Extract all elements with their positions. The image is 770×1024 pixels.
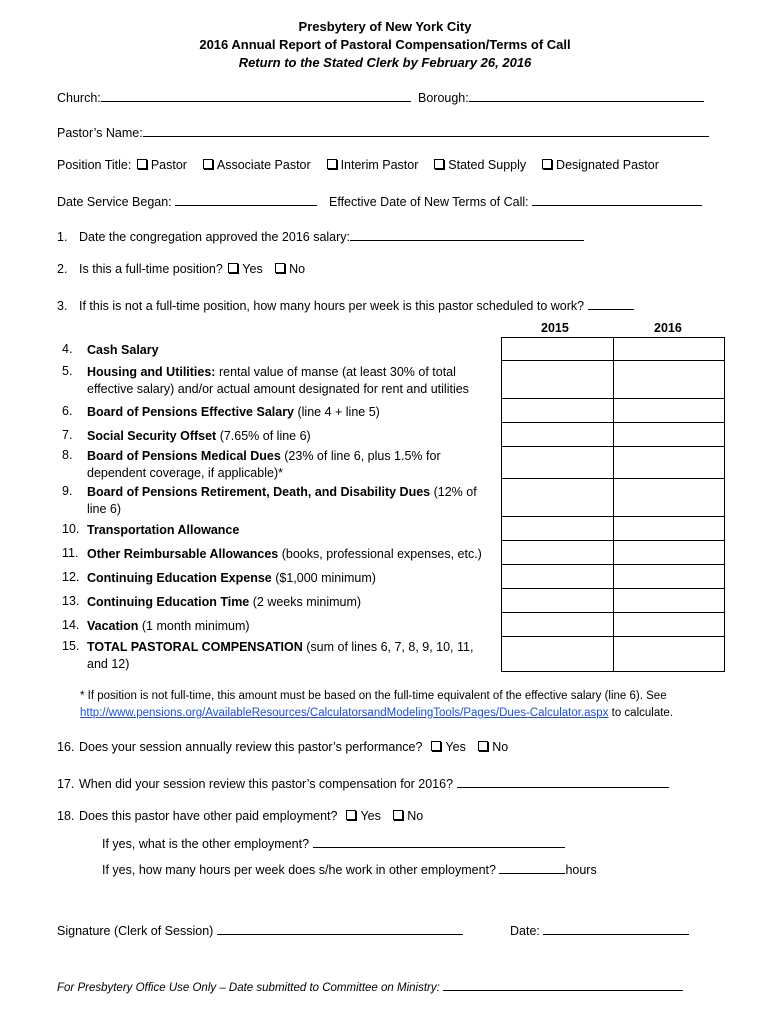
signature-date-row [510, 922, 689, 938]
row-label-rest: (7.65% of line 6) [216, 429, 311, 443]
row-label-rest: (12% of line 6) [87, 485, 477, 516]
row-label [87, 404, 492, 421]
no-label: No [289, 262, 306, 276]
amount-cell-10-2016[interactable] [613, 516, 725, 541]
row-label [87, 484, 497, 518]
amount-cell-8-2015[interactable] [501, 446, 614, 479]
row-label-bold: TOTAL PASTORAL COMPENSATION [87, 640, 303, 654]
row-label-rest: (sum of lines 6, 7, 8, 9, 10, 11, and 12) [87, 640, 474, 671]
pastor-name-label: Pastor’s Name: [57, 126, 143, 140]
other-hours-label: If yes, how many hours per week does s/he work in other employment? [102, 863, 496, 877]
row-label [87, 522, 492, 539]
office-use-field[interactable] [443, 978, 683, 991]
row-label-rest: (books, professional expenses, etc.) [278, 547, 482, 561]
row-label [87, 546, 492, 563]
row-label-bold: Continuing Education Expense [87, 571, 272, 585]
row-label [87, 364, 487, 398]
yes-label: Yes [445, 740, 466, 754]
row-number: 6. [62, 404, 73, 418]
amount-cell-14-2015[interactable] [501, 612, 614, 637]
question-1 [57, 228, 584, 244]
row-number: 8. [62, 448, 73, 462]
amount-cell-6-2016[interactable] [613, 398, 725, 423]
question-2-text: Is this a full-time position? [79, 262, 223, 276]
form-subtitle: Return to the Stated Clerk by February 26, 2016 [238, 55, 532, 70]
other-hours-field[interactable] [499, 861, 565, 874]
question-2-number: 2. [57, 262, 68, 276]
effective-date-row [329, 193, 702, 209]
hours-per-week-field[interactable] [588, 297, 634, 310]
pastor-option: Pastor [150, 158, 187, 172]
office-use-label: For Presbytery Office Use Only – Date submitted to Committee on Ministry: [57, 982, 440, 994]
amount-cell-12-2016[interactable] [613, 564, 725, 589]
row-label [87, 618, 492, 635]
amount-cell-11-2015[interactable] [501, 540, 614, 565]
question-18-number: 18. [57, 809, 75, 823]
row-number: 5. [62, 364, 73, 378]
amount-cell-11-2016[interactable] [613, 540, 725, 565]
row-label-bold: Board of Pensions Effective Salary [87, 405, 295, 419]
amount-cell-8-2016[interactable] [613, 446, 725, 479]
church-field[interactable] [101, 89, 411, 102]
pastor-checkbox[interactable] [137, 159, 147, 169]
review-date-field[interactable] [457, 775, 669, 788]
row-number: 14. [62, 618, 80, 632]
date-service-label: Date Service Began: [57, 195, 172, 209]
other-employment-field[interactable] [313, 835, 565, 848]
row-label-rest: ($1,000 minimum) [271, 571, 376, 585]
question-1-text: Date the congregation approved the 2016 salary: [79, 230, 351, 244]
date-service-row [57, 193, 317, 209]
amount-cell-5-2016[interactable] [613, 360, 725, 399]
amount-cell-13-2015[interactable] [501, 588, 614, 613]
signature-date-field[interactable] [543, 922, 689, 935]
designated-pastor-checkbox[interactable] [542, 159, 552, 169]
employment-yes-checkbox[interactable] [346, 810, 356, 820]
interim-pastor-checkbox[interactable] [327, 159, 337, 169]
borough-label: Borough: [418, 91, 469, 105]
other-employment-label: If yes, what is the other employment? [102, 837, 310, 851]
borough-row [418, 89, 704, 105]
row-label-bold: Social Security Offset [87, 429, 217, 443]
row-number: 15. [62, 639, 80, 653]
row-label-rest: (1 month minimum) [138, 619, 250, 633]
stated-supply-option: Stated Supply [448, 158, 527, 172]
amount-cell-15-2015[interactable] [501, 636, 614, 672]
effective-date-label: Effective Date of New Terms of Call: [329, 195, 529, 209]
associate-pastor-option: Associate Pastor [216, 158, 311, 172]
question-16-text: Does your session annually review this pastor’s performance? [79, 740, 423, 754]
row-label-bold: Board of Pensions Retirement, Death, and Disability Dues [87, 485, 431, 499]
form-title: 2016 Annual Report of Pastoral Compensation/Terms of Call [199, 37, 571, 52]
other-employment-row [102, 835, 565, 851]
yes-label: Yes [360, 809, 381, 823]
amount-cell-5-2015[interactable] [501, 360, 614, 399]
column-2016-header: 2016 [654, 321, 682, 335]
effective-date-field[interactable] [532, 193, 702, 206]
question-2 [57, 262, 305, 276]
position-title-label: Position Title: [57, 158, 132, 172]
row-label-bold: Board of Pensions Medical Dues [87, 449, 281, 463]
church-label: Church: [57, 91, 101, 105]
amount-cell-4-2016[interactable] [613, 337, 725, 361]
footnote-link-row [80, 707, 673, 719]
amount-cell-9-2015[interactable] [501, 478, 614, 517]
row-label-bold: Transportation Allowance [87, 523, 240, 537]
question-3-number: 3. [57, 299, 68, 313]
signature-row [57, 922, 463, 938]
footnote-after: to calculate. [608, 707, 674, 719]
row-number: 10. [62, 522, 80, 536]
row-label-bold: Cash Salary [87, 343, 159, 357]
row-number: 13. [62, 594, 80, 608]
row-label [87, 342, 492, 359]
question-3-text: If this is not a full-time position, how many hours per week is this pastor scheduled to work? [79, 299, 585, 313]
signature-label: Signature (Clerk of Session) [57, 924, 214, 938]
pastor-name-field[interactable] [143, 124, 709, 137]
interim-pastor-option: Interim Pastor [340, 158, 419, 172]
org-name: Presbytery of New York City [298, 19, 472, 34]
question-18-text: Does this pastor have other paid employment? [79, 809, 338, 823]
row-label [87, 428, 492, 445]
row-label-rest: rental value of manse (at least 30% of total effective salary) and/or actual amount designated for rent and utilities [87, 365, 469, 396]
pastor-name-row [57, 124, 709, 140]
row-label-bold: Housing and Utilities: [87, 365, 216, 379]
associate-pastor-checkbox[interactable] [203, 159, 213, 169]
position-title-row [57, 158, 659, 172]
amount-cell-10-2015[interactable] [501, 516, 614, 541]
row-label [87, 570, 492, 587]
amount-cell-6-2015[interactable] [501, 398, 614, 423]
hours-label: hours [565, 863, 597, 877]
question-1-number: 1. [57, 230, 68, 244]
question-3 [57, 297, 634, 313]
row-number: 9. [62, 484, 73, 498]
other-hours-row [102, 861, 597, 877]
amount-cell-13-2016[interactable] [613, 588, 725, 613]
office-use-row [57, 978, 683, 994]
column-2015-header: 2015 [541, 321, 569, 335]
row-label-bold: Continuing Education Time [87, 595, 250, 609]
row-label-bold: Other Reimbursable Allowances [87, 547, 279, 561]
designated-pastor-option: Designated Pastor [556, 158, 659, 172]
row-label [87, 448, 447, 482]
approval-date-field[interactable] [350, 228, 584, 241]
row-number: 12. [62, 570, 80, 584]
amount-cell-7-2015[interactable] [501, 422, 614, 447]
row-label [87, 639, 487, 673]
review-yes-checkbox[interactable] [431, 741, 441, 751]
row-label-rest: (23% of line 6, plus 1.5% for dependent coverage, if applicable)* [87, 449, 441, 480]
stated-supply-checkbox[interactable] [434, 159, 444, 169]
question-18 [57, 809, 423, 823]
row-label-rest: (line 4 + line 5) [294, 405, 380, 419]
amount-cell-12-2015[interactable] [501, 564, 614, 589]
yes-label: Yes [242, 262, 263, 276]
review-no-checkbox[interactable] [478, 741, 488, 751]
church-row [57, 89, 411, 105]
amount-cell-7-2016[interactable] [613, 422, 725, 447]
footnote-text: * If position is not full-time, this amount must be based on the full-time equivalent of the effective salary (line 6). See [80, 690, 667, 702]
question-16-number: 16. [57, 740, 75, 754]
no-label: No [407, 809, 424, 823]
amount-cell-14-2016[interactable] [613, 612, 725, 637]
amount-cell-15-2016[interactable] [613, 636, 725, 672]
dues-calculator-link[interactable]: http://www.pensions.org/AvailableResources/CalculatorsandModelingTools/Pages/Dues-Calculator.aspx [80, 707, 609, 719]
row-label-rest: (2 weeks minimum) [249, 595, 362, 609]
amount-cell-4-2015[interactable] [501, 337, 614, 361]
amount-cell-9-2016[interactable] [613, 478, 725, 517]
signature-date-label: Date: [510, 924, 540, 938]
row-label [87, 594, 492, 611]
row-label-bold: Vacation [87, 619, 139, 633]
employment-no-checkbox[interactable] [393, 810, 403, 820]
question-17-text: When did your session review this pastor’s compensation for 2016? [79, 777, 454, 791]
date-service-field[interactable] [175, 193, 317, 206]
row-number: 7. [62, 428, 73, 442]
no-label: No [492, 740, 509, 754]
signature-field[interactable] [217, 922, 463, 935]
full-time-yes-checkbox[interactable] [228, 263, 238, 273]
question-17 [57, 775, 669, 791]
full-time-no-checkbox[interactable] [275, 263, 285, 273]
question-16 [57, 740, 508, 754]
row-number: 4. [62, 342, 73, 356]
row-number: 11. [62, 546, 79, 560]
borough-field[interactable] [469, 89, 704, 102]
question-17-number: 17. [57, 777, 75, 791]
